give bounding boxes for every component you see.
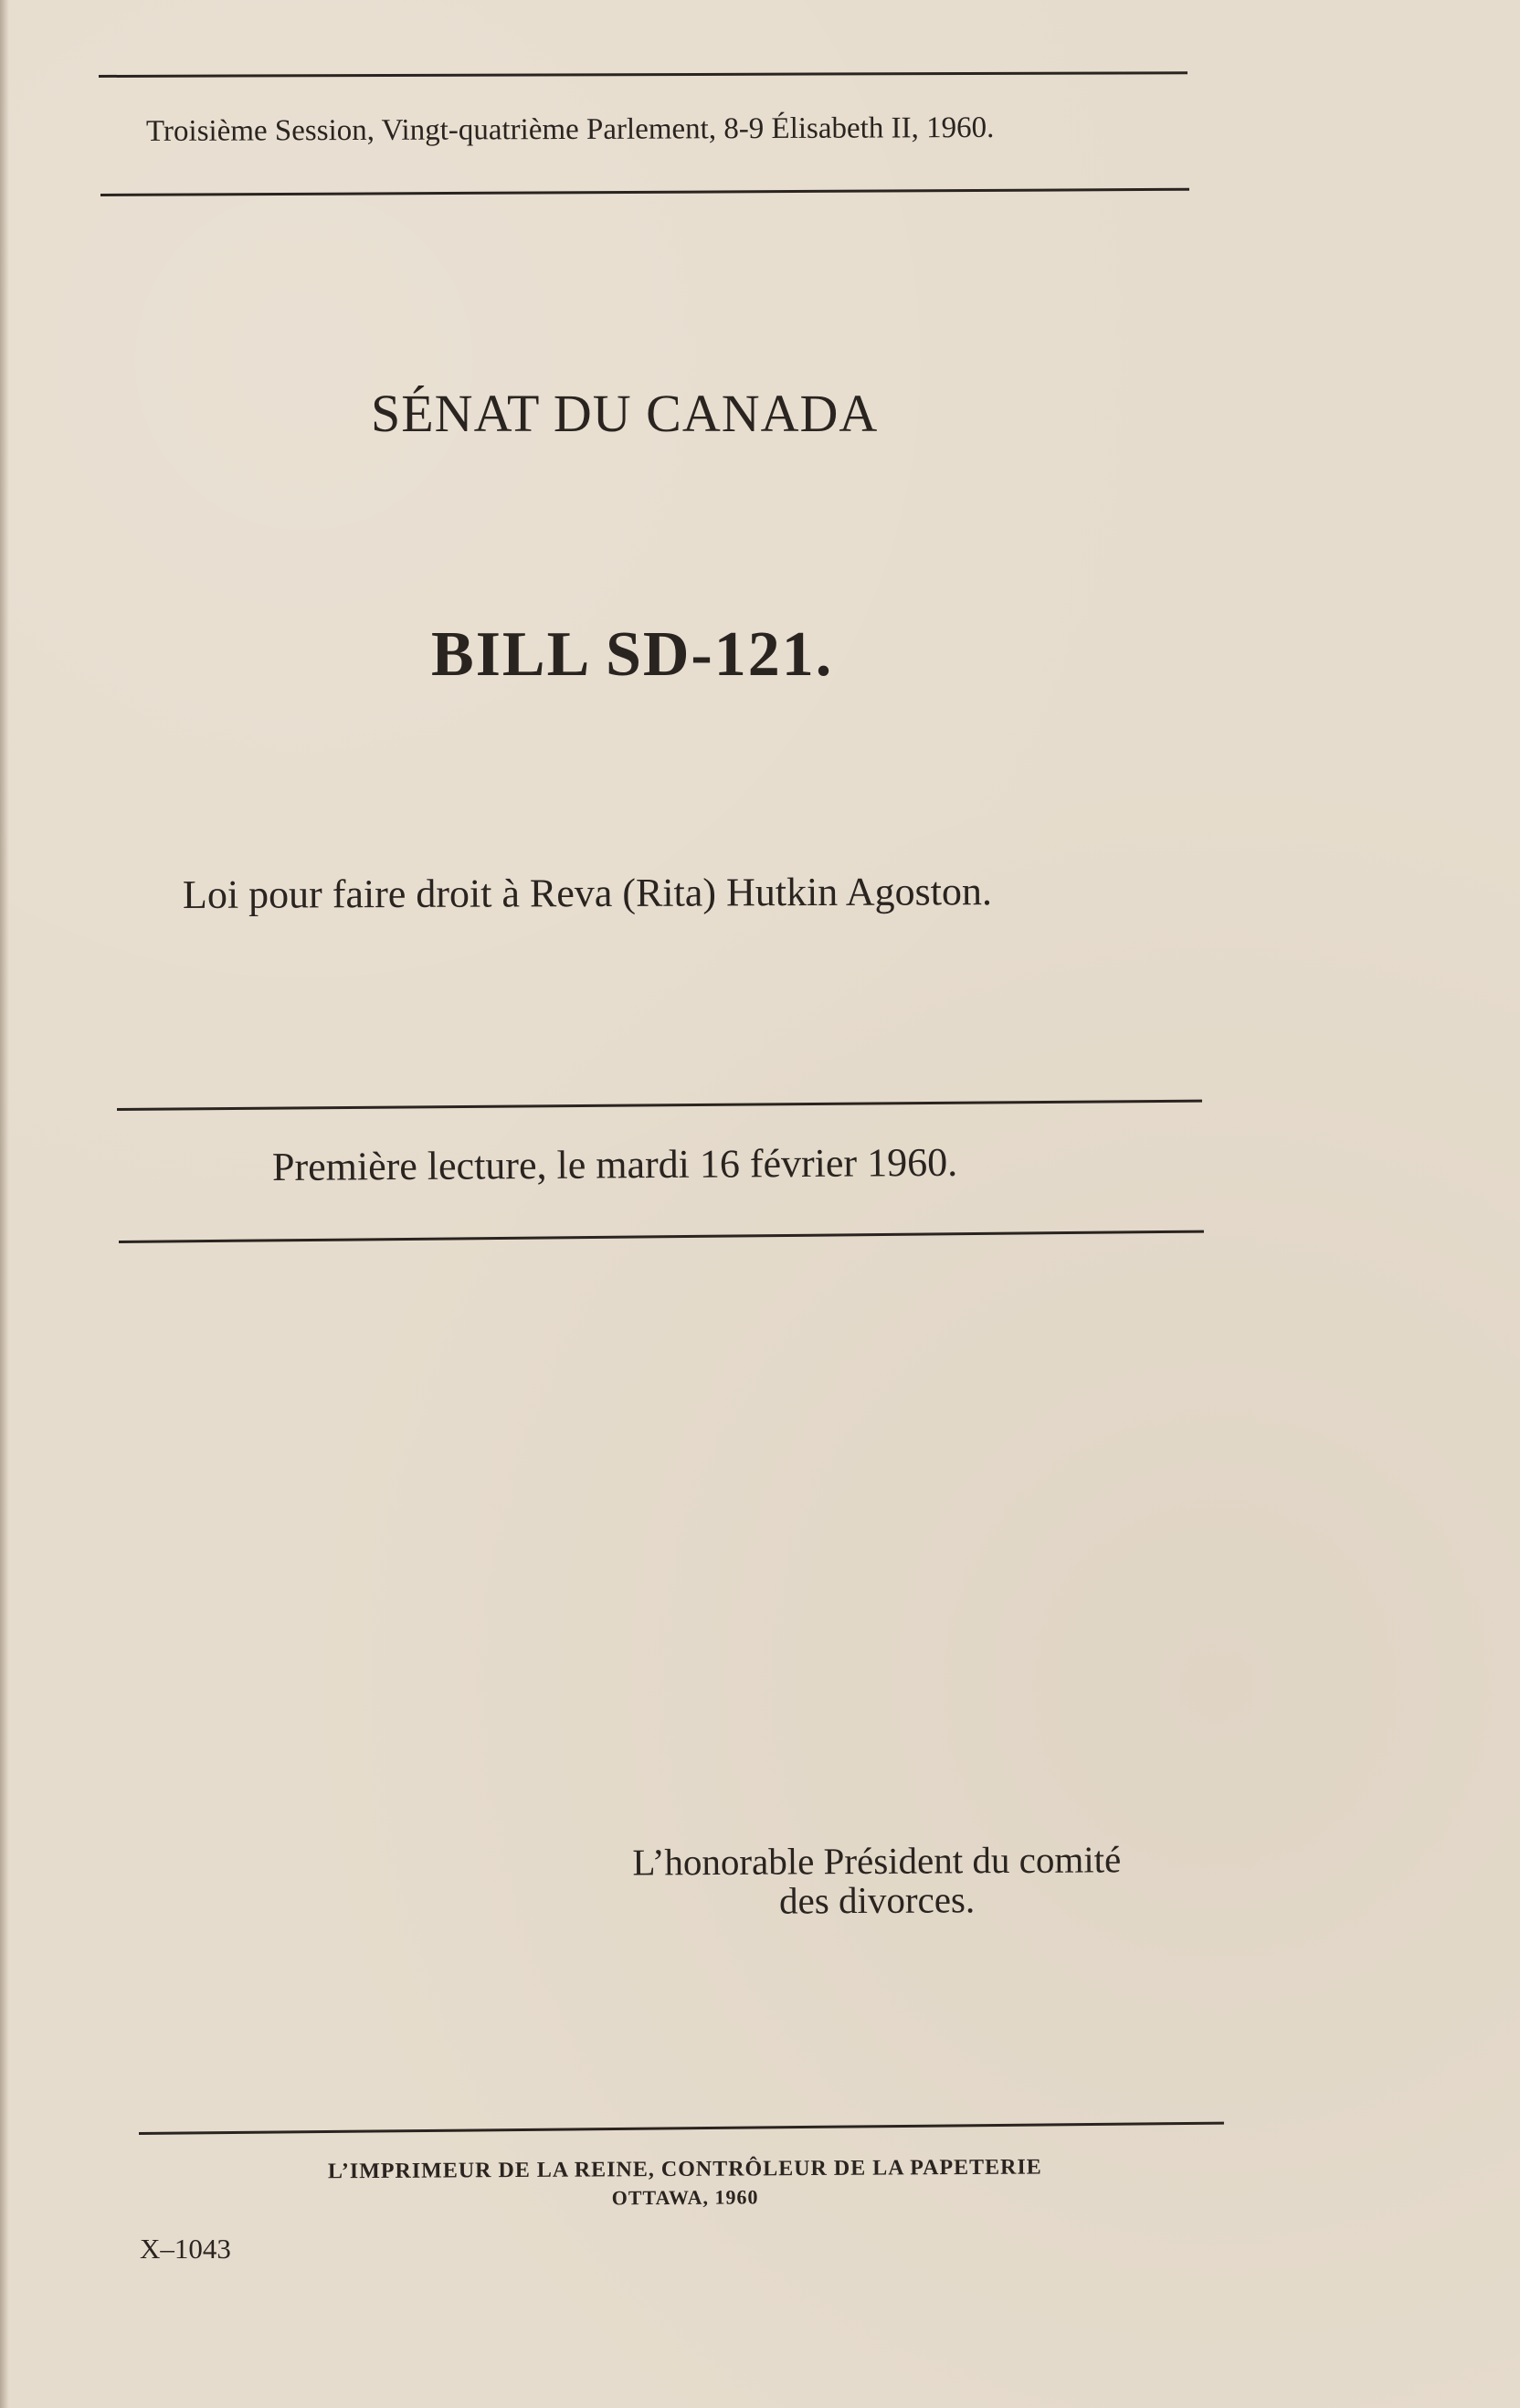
sponsor-line-1: L’honorable Président du comité (632, 1838, 1122, 1884)
document-code: X–1043 (140, 2233, 231, 2265)
printer-block (219, 2152, 1151, 2214)
bill-title: BILL SD-121. (431, 619, 834, 690)
printer-line-1: L’IMPRIMEUR DE LA REINE, CONTRÔLEUR DE LA PAPETERIE (327, 2155, 1042, 2184)
first-reading-line: Première lecture, le mardi 16 février 1960. (271, 1139, 958, 1189)
session-line: Troisième Session, Vingt-quatrième Parlement, 8-9 Élisabeth II, 1960. (145, 111, 995, 148)
page-edge-shadow (0, 0, 9, 2408)
top-rule-1 (99, 71, 1188, 78)
sponsor-line-2: des divorces. (778, 1878, 976, 1922)
reading-rule-bottom (119, 1230, 1204, 1243)
top-rule-2 (100, 188, 1189, 196)
reading-rule-top (117, 1100, 1202, 1111)
printer-line-2: OTTAWA, 1960 (611, 2185, 759, 2210)
sponsor-block (566, 1840, 1188, 1922)
bill-subtitle: Loi pour faire droit à Reva (Rita) Hutkin Agoston. (182, 869, 993, 917)
senate-heading: SÉNAT DU CANADA (371, 384, 879, 443)
printer-rule (139, 2122, 1224, 2135)
